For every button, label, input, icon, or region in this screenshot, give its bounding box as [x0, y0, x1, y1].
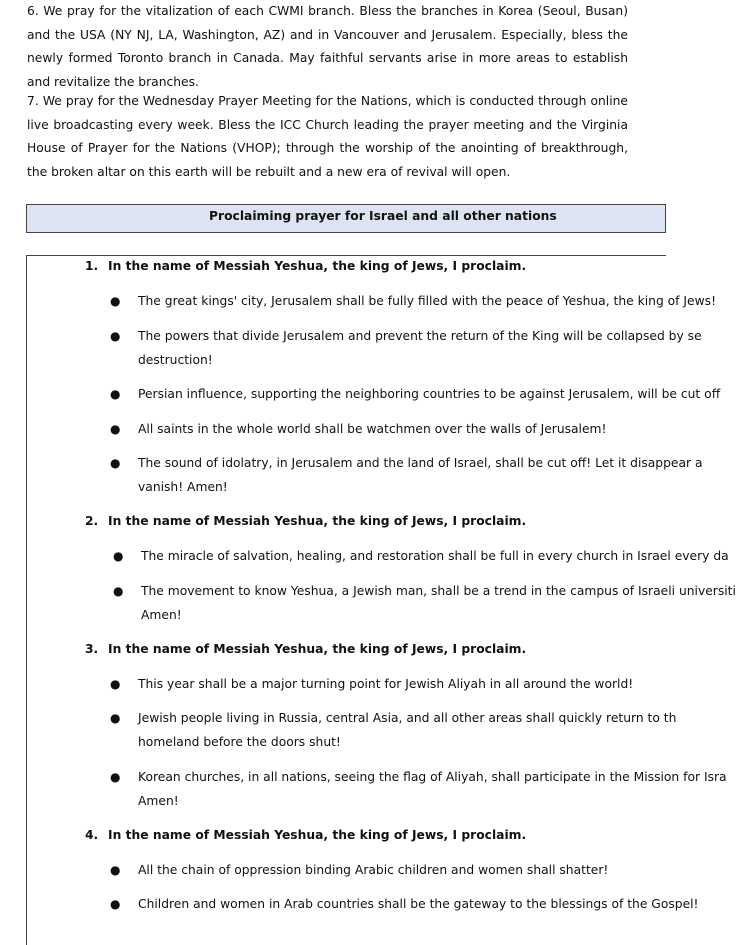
section-heading-text: In the name of Messiah Yeshua, the king of Jews, I proclaim.	[108, 259, 527, 273]
list-item-continuation: destruction!	[138, 353, 213, 367]
section-heading-2	[85, 514, 526, 528]
section-heading-4	[85, 828, 526, 842]
bullet-icon: ●	[110, 677, 121, 691]
prayer-paragraph-6: 6. We pray for the vitalization of each CWMI branch. Bless the branches in Korea (Seoul, Busan) and the USA (NY NJ, LA, Washington, AZ) and in Vancouver and Jerusalem. Especially, bless the newly formed Toronto branch in Canada. May faithful servants arise in more areas to establish and revitalize the branches.	[27, 4, 628, 89]
list-item-continuation: Amen!	[138, 794, 179, 808]
section-number: 1.	[85, 259, 99, 273]
bullet-icon: ●	[110, 387, 121, 401]
bullet-icon: ●	[110, 863, 121, 877]
list-item: ● All the chain of oppression binding Arabic children and women shall shatter!	[110, 859, 656, 883]
section-heading-1	[85, 259, 526, 273]
section-heading-text: In the name of Messiah Yeshua, the king of Jews, I proclaim.	[108, 642, 527, 656]
list-item: ● The sound of idolatry, in Jerusalem and the land of Israel, shall be cut off! Let it disappear a	[110, 452, 656, 476]
bullet-icon: ●	[110, 711, 121, 725]
section-heading-text: In the name of Messiah Yeshua, the king of Jews, I proclaim.	[108, 514, 527, 528]
prayer-paragraph-7: 7. We pray for the Wednesday Prayer Meeting for the Nations, which is conducted through online live broadcasting every week. Bless the ICC Church leading the prayer meeting and the Virginia House of Prayer for the Nations (VHOP); through the worship of the anointing of breakthrough, the broken altar on this earth will be rebuilt and a new era of revival will open.	[27, 94, 628, 179]
section-title-box	[26, 204, 666, 233]
bullet-icon: ●	[110, 329, 121, 343]
bullet-icon: ●	[110, 456, 121, 470]
list-item-continuation: homeland before the doors shut!	[138, 735, 341, 749]
bullet-icon: ●	[110, 770, 121, 784]
list-item: ● This year shall be a major turning point for Jewish Aliyah in all around the world!	[110, 673, 656, 697]
list-item: ● The miracle of salvation, healing, and restoration shall be full in every church in Israel every da	[113, 545, 659, 569]
list-item-continuation: vanish! Amen!	[138, 480, 228, 494]
bullet-icon: ●	[113, 584, 124, 598]
section-number: 2.	[85, 514, 99, 528]
list-item-continuation: Amen!	[141, 608, 182, 622]
bullet-icon: ●	[110, 294, 121, 308]
section-heading-text: In the name of Messiah Yeshua, the king of Jews, I proclaim.	[108, 828, 527, 842]
section-number: 3.	[85, 642, 99, 656]
bullet-icon: ●	[110, 897, 121, 911]
list-item: ● Persian influence, supporting the neighboring countries to be against Jerusalem, will be cut off	[110, 383, 656, 407]
bullet-icon: ●	[113, 549, 124, 563]
list-item: ● Jewish people living in Russia, central Asia, and all other areas shall quickly return to th	[110, 707, 656, 731]
list-item: ● Korean churches, in all nations, seeing the flag of Aliyah, shall participate in the Mission for Isra	[110, 766, 656, 790]
list-item: ● The powers that divide Jerusalem and prevent the return of the King will be collapsed by se	[110, 325, 656, 349]
bullet-icon: ●	[110, 422, 121, 436]
list-item: ● Children and women in Arab countries shall be the gateway to the blessings of the Gospel!	[110, 893, 656, 917]
section-number: 4.	[85, 828, 99, 842]
section-title: Proclaiming prayer for Israel and all other nations	[209, 209, 557, 223]
list-item: ● The movement to know Yeshua, a Jewish man, shall be a trend in the campus of Israeli universiti	[113, 580, 659, 604]
list-item: ● The great kings' city, Jerusalem shall be fully filled with the peace of Yeshua, the king of Jews!	[110, 290, 656, 314]
section-heading-3	[85, 642, 526, 656]
list-item: ● All saints in the whole world shall be watchmen over the walls of Jerusalem!	[110, 418, 656, 442]
